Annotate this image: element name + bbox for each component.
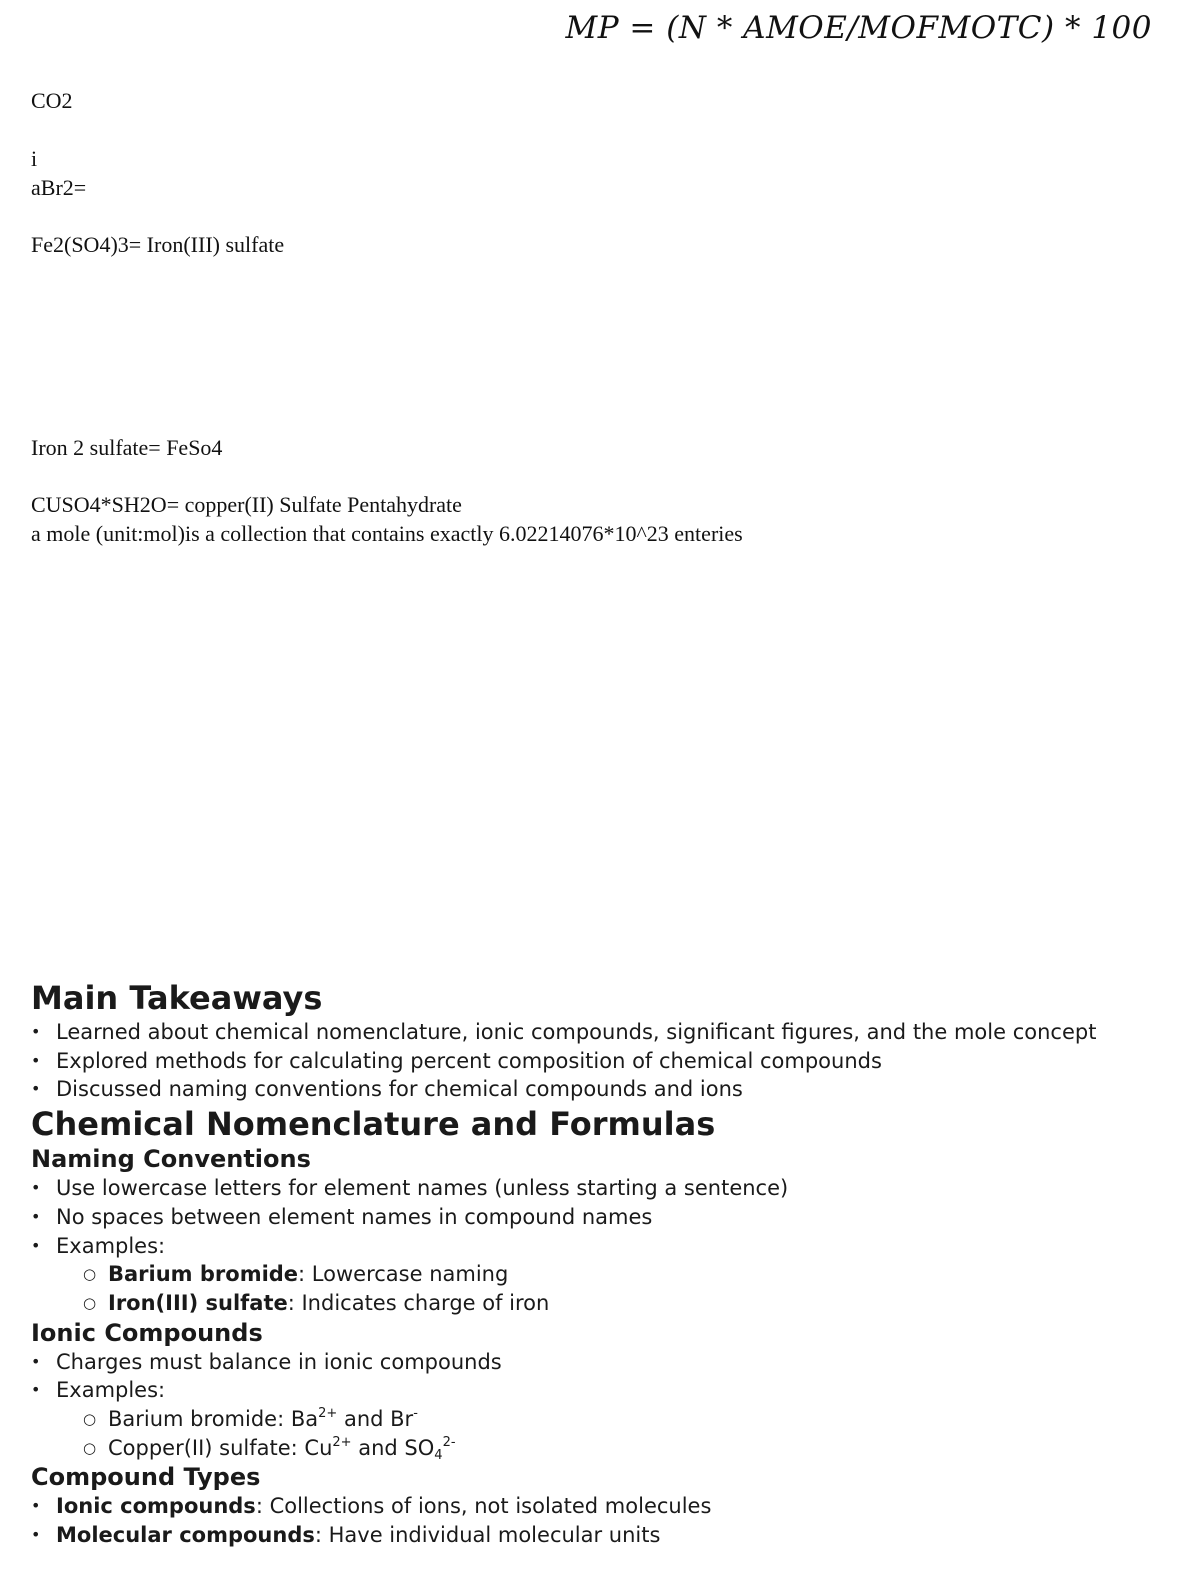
- compound-type-item: [31, 1521, 1181, 1550]
- main-takeaways-list: [31, 1018, 1181, 1104]
- naming-conventions-heading: Naming Conventions: [31, 1145, 311, 1174]
- takeaway-item: • Learned about chemical nomenclature, ionic compounds, significant figures, and the mole concept: [31, 1018, 1181, 1047]
- note-i: i: [31, 146, 38, 171]
- compound-types-list: [31, 1492, 1181, 1549]
- note-abr2: aBr2=: [31, 175, 87, 200]
- compound-type-item: [31, 1492, 1181, 1521]
- ionic-example-copper: [31, 1434, 1181, 1463]
- naming-example: [31, 1289, 1181, 1318]
- naming-item: • Examples:: [31, 1232, 1181, 1261]
- example-term: Barium bromide: [108, 1262, 299, 1287]
- ionic-item: • Charges must balance in ionic compounds: [31, 1348, 1181, 1377]
- type-desc: : Collections of ions, not isolated molecules: [255, 1494, 712, 1519]
- example-label: and SO: [351, 1435, 435, 1460]
- takeaway-item: • Explored methods for calculating percent composition of chemical compounds: [31, 1047, 1181, 1076]
- naming-item: • Use lowercase letters for element names (unless starting a sentence): [31, 1174, 1181, 1203]
- compound-types-heading: Compound Types: [31, 1463, 261, 1492]
- type-term: Molecular compounds: [56, 1523, 315, 1548]
- example-desc: : Lowercase naming: [298, 1262, 509, 1287]
- charge: 2-: [442, 1434, 456, 1450]
- note-copper-sulfate: CUSO4*SH2O= copper(II) Sulfate Pentahydrate: [31, 492, 462, 517]
- charge: 2+: [332, 1434, 352, 1450]
- charge: 2+: [318, 1406, 338, 1422]
- example-label: and Br: [337, 1407, 414, 1432]
- ionic-item: • Examples:: [31, 1376, 1181, 1405]
- takeaway-item: • Discussed naming conventions for chemical compounds and ions: [31, 1075, 1181, 1104]
- nomenclature-heading: Chemical Nomenclature and Formulas: [31, 1105, 716, 1144]
- ionic-example-barium: [31, 1405, 1181, 1434]
- naming-item: • No spaces between element names in compound names: [31, 1203, 1181, 1232]
- example-label: Barium bromide: Ba: [108, 1407, 319, 1432]
- ionic-compounds-heading: Ionic Compounds: [31, 1318, 263, 1347]
- note-iron-iii-sulfate: Fe2(SO4)3= Iron(III) sulfate: [31, 232, 285, 257]
- charge: -: [413, 1406, 418, 1422]
- example-desc: : Indicates charge of iron: [287, 1290, 550, 1315]
- percent-formula-equation: MP = (N * AMOE/MOFMOTC) * 100: [565, 10, 1152, 46]
- ionic-compounds-list: [31, 1348, 1181, 1463]
- type-desc: : Have individual molecular units: [314, 1523, 661, 1548]
- naming-conventions-list: [31, 1174, 1181, 1318]
- note-iron-2-sulfate: Iron 2 sulfate= FeSo4: [31, 435, 223, 460]
- example-label: Copper(II) sulfate: Cu: [108, 1435, 333, 1460]
- note-mole-definition: a mole (unit:mol)is a collection that contains exactly 6.02214076*10^23 enteries: [31, 521, 743, 546]
- main-takeaways-heading: Main Takeaways: [31, 979, 323, 1017]
- naming-example: [31, 1260, 1181, 1289]
- ai-summary: [31, 978, 1181, 1550]
- note-co2: CO2: [31, 88, 73, 113]
- example-term: Iron(III) sulfate: [108, 1290, 288, 1315]
- type-term: Ionic compounds: [56, 1494, 256, 1519]
- subscript: 4: [434, 1447, 443, 1463]
